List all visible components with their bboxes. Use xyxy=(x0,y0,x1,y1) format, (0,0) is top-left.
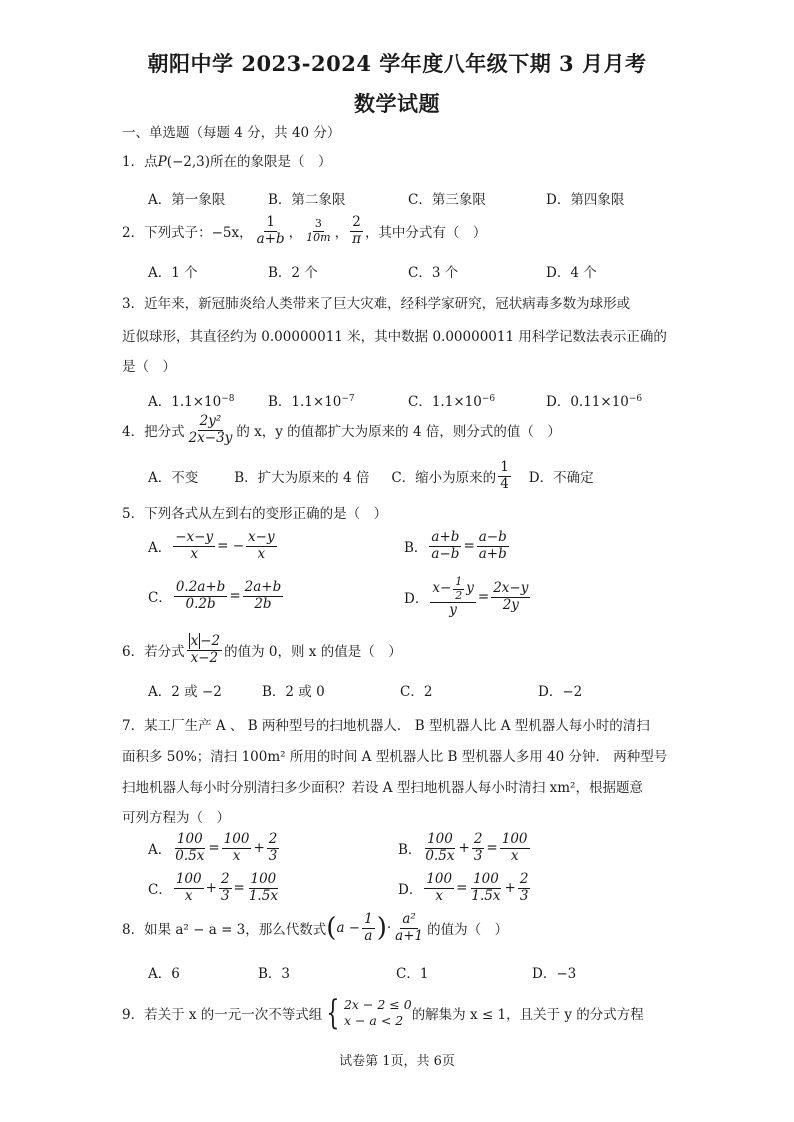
q4-option-c: C．缩小为原来的 xyxy=(391,470,497,487)
q3-line-2: 近似球形，其直径约为 0.00000011 米，其中数据 0.00000011 用科学记数法表示正确的 xyxy=(122,329,667,345)
question-2-stem: 2．下列式子：−5x， $\frac{1}{a+b}$ ， $\frac{3}{10m}$ ， $\frac{2}{\pi}$ ，其中分式有（ ） xyxy=(122,214,487,247)
q1-option-c: C．第三象限 xyxy=(408,192,486,208)
q1-option-d: D．第四象限 xyxy=(546,192,625,208)
q4-options xyxy=(148,460,594,492)
q3-option-c: C．$1.1\times 10^{-6}$ xyxy=(408,394,496,410)
q4-fraction: $\frac{\text{2y²}}{2x-3y}$ xyxy=(188,413,233,446)
page-footer: 试卷第 1页，共 6页 xyxy=(339,1054,455,1069)
q6-option-b: B．2 或 0 xyxy=(262,684,325,700)
q6-option-d: D．−2 xyxy=(538,684,583,700)
q3-option-a: A．$1.1\times 10^{-8}$ xyxy=(148,394,235,410)
q8-option-c: C．1 xyxy=(396,966,429,982)
q7-option-d: D． $\frac{100}{x}$ = $\frac{100}{1.5x}$ + $\frac{2}{3}$ xyxy=(398,871,529,904)
q2-option-b: B．2 个 xyxy=(268,265,318,281)
question-4-stem: 4．把分式 $\frac{\text{2y²}}{2x-3y}$ 的 x，y 的值都扩大为原来的 4 倍，则分式的值（ ） xyxy=(122,413,561,446)
q4-option-b: B．扩大为原来的 4 倍 xyxy=(234,470,370,487)
page-subtitle: 数学试题 xyxy=(354,91,440,116)
q6-option-c: C．2 xyxy=(400,684,433,700)
q4-option-c-fraction: $\frac{1}{4}$ xyxy=(500,459,509,492)
q1-option-b: B．第二象限 xyxy=(268,192,346,208)
q7-line-2: 面积多 50%；清扫 100m² 所用的时间 A 型机器人比 B 型机器人多用 40 分钟． 两种型号 xyxy=(122,749,668,765)
q3-option-d: D．$0.11\times 10^{-6}$ xyxy=(546,394,643,410)
q7-line-3: 扫地机器人每小时分别清扫多少面积？若设 A 型扫地机器人每小时清扫 xm²，根据题意 xyxy=(122,780,643,796)
question-8-stem: 8．如果 a² − a = 3，那么代数式 ( a − $\frac{1}{a}$ ) · $\frac{\text{a²}}{a+1}$ 的值为（ ） xyxy=(122,911,509,944)
q5-option-a: A． $\frac{-x-y}{x}$ = − $\frac{x-y}{x}$ xyxy=(148,529,275,562)
question-6-stem: 6．若分式 $\frac{x -2}{x-2}$ 的值为 0，则 x 的值是（ ） xyxy=(122,633,402,666)
page-title: 朝阳中学 2023-2024 学年度八年级下期 3 月月考 xyxy=(147,51,647,76)
question-1-stem: 1．点P(−2,3)所在的象限是（ ） xyxy=(122,154,332,170)
q7-option-a: A． $\frac{100}{0.5x}$ = $\frac{100}{x}$ + $\frac{2}{3}$ xyxy=(148,831,278,864)
q5-option-b: B． $\frac{a+b}{a-b}$ = $\frac{a-b}{a+b}$ xyxy=(404,529,507,562)
q2-option-d: D．4 个 xyxy=(546,265,597,281)
q7-option-b: B． $\frac{100}{0.5x}$ + $\frac{2}{3}$ = $\frac{100}{x}$ xyxy=(398,831,528,864)
q6-option-a: A．2 或 −2 xyxy=(148,684,222,700)
q4-option-a: A．不变 xyxy=(148,470,199,487)
question-9-stem: 9．若关于 x 的一元一次不等式组 { 2x − 2 ≤ 0 x − a < 2 的解集为 x ≤ 1，且关于 y 的分式方程 xyxy=(122,993,644,1033)
q8-option-b: B．3 xyxy=(258,966,291,982)
q5-option-c: C． $\frac{0.2a+b}{0.2b}$ = $\frac{2a+b}{2b}$ xyxy=(148,579,282,612)
q2-option-c: C．3 个 xyxy=(408,265,459,281)
q8-option-a: A．6 xyxy=(148,966,180,982)
q8-option-d: D．−3 xyxy=(532,966,577,982)
section-heading: 一、单选题（每题 4 分，共 40 分） xyxy=(122,125,341,141)
q3-line-1: 3．近年来，新冠肺炎给人类带来了巨大灾难，经科学家研究，冠状病毒多数为球形或 xyxy=(122,296,631,312)
q4-option-d: D．不确定 xyxy=(528,470,594,487)
q7-line-1: 7．某工厂生产 A 、 B 两种型号的扫地机器人． B 型机器人比 A 型机器人每小时的清扫 xyxy=(122,718,650,734)
q2-option-a: A．1 个 xyxy=(148,265,198,281)
q3-option-b: B．$1.1\times 10^{-7}$ xyxy=(268,394,355,410)
q1-option-a: A．第一象限 xyxy=(148,192,226,208)
q2-fraction-1: $\frac{1}{a+b}$ xyxy=(256,214,285,247)
q2-fraction-3: $\frac{2}{\pi}$ xyxy=(352,214,361,247)
question-5-stem: 5．下列各式从左到右的变形正确的是（ ） xyxy=(122,506,388,522)
q5-option-d: D． x− $\frac{1}{2}$ y y = $\frac{2x-y}{2y}$ xyxy=(404,575,529,619)
q7-line-4: 可列方程为（ ） xyxy=(122,810,230,826)
q2-fraction-2: $\frac{3}{10m}$ xyxy=(306,216,331,244)
q3-line-3: 是（ ） xyxy=(122,359,176,375)
q7-option-c: C． $\frac{100}{x}$ + $\frac{2}{3}$ = $\frac{100}{1.5x}$ xyxy=(148,871,278,904)
q6-fraction: $\frac{x -2}{x-2}$ xyxy=(187,634,223,666)
